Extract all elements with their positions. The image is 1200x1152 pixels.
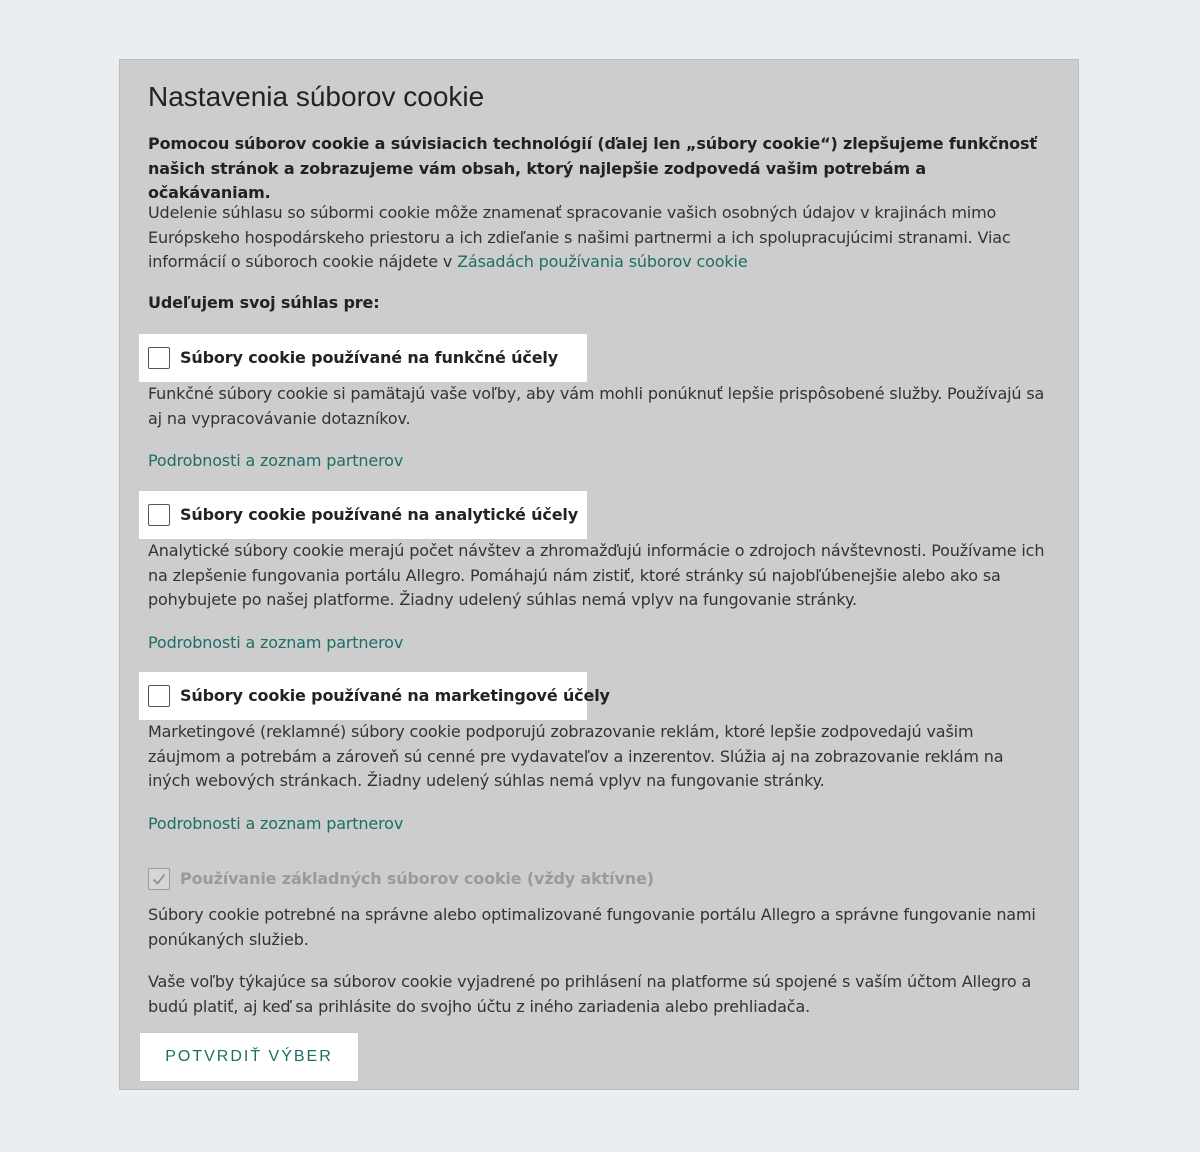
analytics-details [148,631,1048,656]
basic-cookies-label: Používanie základných súborov cookie (vždy aktívne) [180,869,654,888]
functional-cookies-description: Funkčné súbory cookie si pamätajú vaše voľby, aby vám mohli ponúknuť lepšie prispôsobené služby. Používajú sa aj na vypracovávanie dotazníkov. [148,384,1045,428]
functional-cookies-label[interactable]: Súbory cookie používané na funkčné účely [180,348,559,367]
marketing-cookies-checkbox-row[interactable] [139,672,610,720]
functional-cookies-checkbox-row[interactable] [139,334,587,382]
analytics-details-link[interactable]: Podrobnosti a zoznam partnerov [148,633,404,652]
marketing-cookies-checkbox[interactable] [148,685,170,707]
basic-cookies-checkbox [148,868,170,890]
info-text [148,201,1048,275]
analytics-cookies-checkbox[interactable] [148,504,170,526]
consent-heading: Udeľujem svoj súhlas pre: [148,293,380,312]
basic-cookies-description: Súbory cookie potrebné na správne alebo optimalizované fungovanie portálu Allegro a správne fungovanie nami ponúkaných služieb. [148,905,1036,949]
intro-text: Pomocou súborov cookie a súvisiacich technológií (ďalej len „súbory cookie“) zlepšujeme funkčnosť našich stránok a zobrazujeme vám obsah, ktorý najlepšie zodpovedá vašim potrebám a očakávaniam. [148,134,1037,202]
analytics-cookies-label[interactable]: Súbory cookie používané na analytické účely [180,505,579,524]
marketing-details-link[interactable]: Podrobnosti a zoznam partnerov [148,814,404,833]
marketing-cookies-label[interactable]: Súbory cookie používané na marketingové účely [180,686,610,705]
cookie-settings-dialog [119,59,1079,1090]
cookie-policy-link[interactable]: Zásadách používania súborov cookie [457,252,748,271]
analytics-cookies-description: Analytické súbory cookie merajú počet návštev a zhromažďujú informácie o zdrojoch návštevnosti. Používame ich na zlepšenie fungovania portálu Allegro. Pomáhajú nám zistiť, ktoré stránky sú najobľúbenejšie alebo ako sa pohybujete po našej platforme. Žiadny udelený súhlas nemá vplyv na fungovanie stránky. [148,541,1045,609]
marketing-details [148,812,1048,837]
analytics-cookies-checkbox-row[interactable] [139,491,587,539]
dialog-title: Nastavenia súborov cookie [148,81,485,112]
functional-details [148,449,1048,474]
account-note: Vaše voľby týkajúce sa súborov cookie vyjadrené po prihlásení na platforme sú spojené s vaším účtom Allegro a budú platiť, aj keď sa prihlásite do svojho účtu z iného zariadenia alebo prehliadača. [148,972,1032,1016]
basic-cookies-checkbox-row [139,855,654,903]
info-text-body: Udelenie súhlasu so súbormi cookie môže znamenať spracovanie vašich osobných údajov v krajinách mimo Európskeho hospodárskeho priestoru a ich zdieľanie s našimi partnermi a ich spolupracujúcimi stranami. Viac informácií o súboroch cookie nájdete v [148,203,1011,271]
checkmark-icon [151,871,167,887]
functional-details-link[interactable]: Podrobnosti a zoznam partnerov [148,451,404,470]
functional-cookies-checkbox[interactable] [148,347,170,369]
confirm-selection-button[interactable]: POTVRDIŤ VÝBER [139,1032,359,1082]
marketing-cookies-description: Marketingové (reklamné) súbory cookie podporujú zobrazovanie reklám, ktoré lepšie zodpovedajú vašim záujmom a potrebám a zároveň sú cenné pre vydavateľov a inzerentov. Slúžia aj na zobrazovanie reklám na iných webových stránkach. Žiadny udelený súhlas nemá vplyv na fungovanie stránky. [148,722,1004,790]
